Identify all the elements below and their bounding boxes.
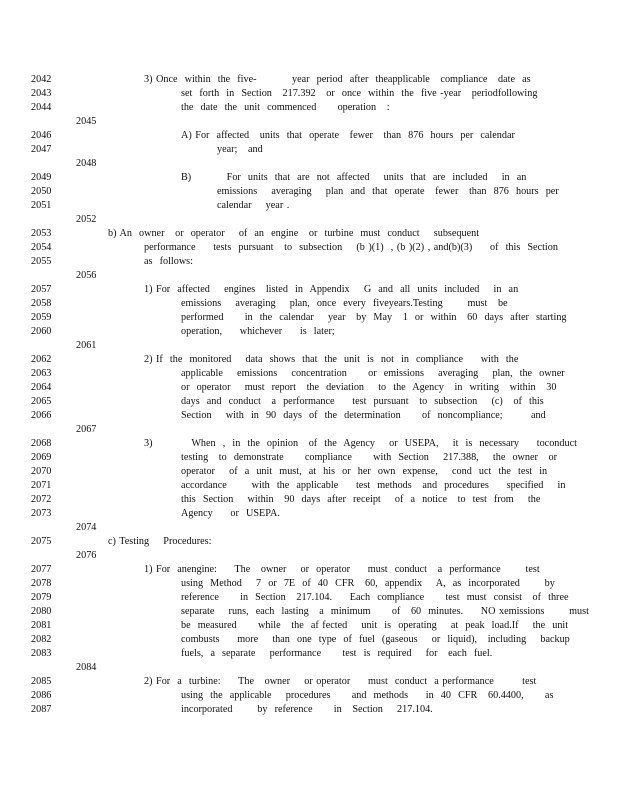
line-number: 2066	[31, 410, 52, 421]
line-text: applicable emissions concentration or emissions averaging plan, the owner	[181, 368, 565, 379]
line-text: Section with in 90 days of the determination of noncompliance; and	[181, 410, 546, 421]
line-text: emissions averaging plan and that operate fewer than 876 hours per	[217, 186, 559, 197]
line-number: 2056	[76, 270, 97, 281]
line-text: accordance with the applicable test methods and procedures specified in	[181, 480, 566, 491]
line-number: 2068	[31, 438, 52, 449]
line-number: 2057	[31, 284, 52, 295]
line-number: 2073	[31, 508, 52, 519]
line-number: 2075	[31, 536, 52, 547]
line-text: 1) For affected engines listed in Appendix G and all units included in an	[144, 284, 519, 295]
line-number: 2071	[31, 480, 52, 491]
line-number: 2074	[76, 522, 97, 533]
line-number: 2044	[31, 102, 52, 113]
line-number: 2060	[31, 326, 52, 337]
line-text: c) Testing Procedures:	[108, 536, 212, 547]
line-text: reference in Section 217.104. Each compliance test must consist of three	[181, 592, 569, 603]
line-number: 2045	[76, 116, 97, 127]
line-text: separate runs, each lasting a minimum of 60 minutes. NO xemissions must	[181, 606, 589, 617]
line-text: combusts more than one type of fuel (gaseous or liquid), including backup	[181, 634, 570, 645]
line-number: 2072	[31, 494, 52, 505]
line-number: 2082	[31, 634, 52, 645]
line-text: testing to demonstrate compliance with Section 217.388, the owner or	[181, 452, 558, 463]
line-number: 2059	[31, 312, 52, 323]
line-text: operator of a unit must, at his or her own expense, cond uct the test in	[181, 466, 548, 477]
line-number: 2063	[31, 368, 52, 379]
line-text: A) For affected units that operate fewer than 876 hours per calendar	[181, 130, 515, 141]
line-number: 2053	[31, 228, 52, 239]
line-text: 1) For anengine: The owner or operator must conduct a performance test	[144, 564, 540, 575]
line-number: 2048	[76, 158, 97, 169]
line-text: calendar year .	[217, 200, 290, 211]
line-number: 2084	[76, 662, 97, 673]
line-text: this Section within 90 days after receipt of a notice to test from the	[181, 494, 541, 505]
line-text: as follows:	[144, 256, 193, 267]
line-text: b) An owner or operator of an engine or turbine must conduct subsequent	[108, 228, 480, 239]
line-text: the date the unit commenced operation :	[181, 102, 390, 113]
line-text: days and conduct a performance test pursuant to subsection (c) of this	[181, 396, 544, 407]
line-text: using Method 7 or 7E of 40 CFR 60, appendix A, as incorporated by	[181, 578, 555, 589]
line-number: 2058	[31, 298, 52, 309]
line-text: year; and	[217, 144, 263, 155]
line-number: 2067	[76, 424, 97, 435]
line-text: or operator must report the deviation to the Agency in writing within 30	[181, 382, 557, 393]
line-number: 2054	[31, 242, 52, 253]
line-text: fuels, a separate performance test is required for each fuel.	[181, 648, 493, 659]
line-number: 2049	[31, 172, 52, 183]
line-number: 2080	[31, 606, 52, 617]
line-number: 2064	[31, 382, 52, 393]
line-number: 2061	[76, 340, 97, 351]
line-number: 2047	[31, 144, 52, 155]
line-number: 2069	[31, 452, 52, 463]
line-number: 2070	[31, 466, 52, 477]
line-text: incorporated by reference in Section 217.104.	[181, 704, 433, 715]
line-number: 2078	[31, 578, 52, 589]
line-number: 2046	[31, 130, 52, 141]
line-number: 2051	[31, 200, 52, 211]
line-text: performed in the calendar year by May 1 or within 60 days after starting	[181, 312, 567, 323]
line-text: 3) Once within the five- year period after theapplicable compliance date as	[144, 74, 531, 85]
line-text: Agency or USEPA.	[181, 508, 280, 519]
line-number: 2081	[31, 620, 52, 631]
line-number: 2055	[31, 256, 52, 267]
line-number: 2079	[31, 592, 52, 603]
line-number: 2050	[31, 186, 52, 197]
line-number: 2052	[76, 214, 97, 225]
line-number: 2043	[31, 88, 52, 99]
line-text: emissions averaging plan, once every fiveyears.Testing must be	[181, 298, 508, 309]
line-text: using the applicable procedures and methods in 40 CFR 60.4400, as	[181, 690, 554, 701]
line-text: set forth in Section 217.392 or once within the five -year periodfollowing	[181, 88, 538, 99]
line-number: 2087	[31, 704, 52, 715]
line-text: performance tests pursuant to subsection (b )(1) , (b )(2) , and(b)(3) of this Section	[144, 242, 558, 253]
line-text: 3) When , in the opinion of the Agency or USEPA, it is necessary toconduct	[144, 438, 577, 449]
line-text: B) For units that are not affected units that are included in an	[181, 172, 527, 183]
line-number: 2077	[31, 564, 52, 575]
line-number: 2042	[31, 74, 52, 85]
line-number: 2076	[76, 550, 97, 561]
line-number: 2086	[31, 690, 52, 701]
line-number: 2083	[31, 648, 52, 659]
line-text: 2) If the monitored data shows that the unit is not in compliance with the	[144, 354, 519, 365]
line-number: 2065	[31, 396, 52, 407]
line-text: operation, whichever is later;	[181, 326, 335, 337]
line-text: be measured while the af fected unit is operating at peak load.If the unit	[181, 620, 569, 631]
line-number: 2062	[31, 354, 52, 365]
line-text: 2) For a turbine: The owner or operator must conduct a performance test	[144, 676, 537, 687]
line-number: 2085	[31, 676, 52, 687]
